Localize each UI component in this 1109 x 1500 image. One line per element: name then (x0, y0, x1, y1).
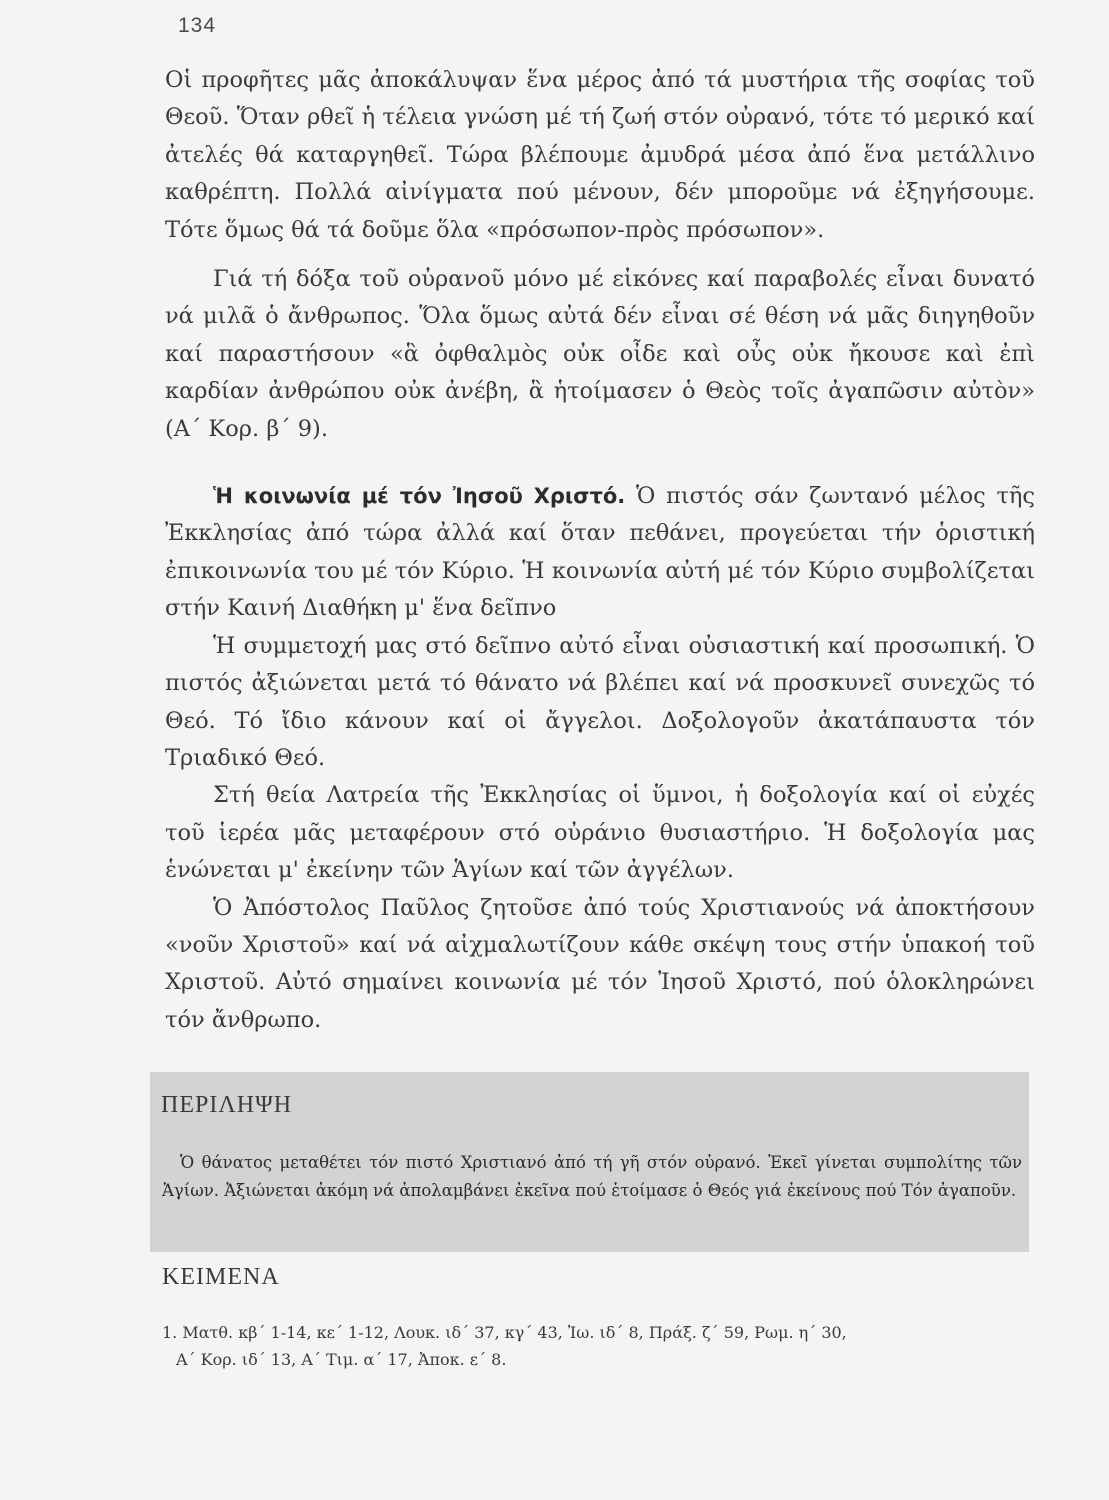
summary-text: Ὁ θάνατος μεταθέτει τόν πιστό Χριστιανό ἀπό τή γῆ στόν οὐρανό. Ἐκεῖ γίνεται συμπολίτης τῶν Ἁγίων. Ἀξιώνεται ἀκόμη νά ἀπολαμβάνει ἐκεῖνα πού ἑτοίμασε ὁ Θεός γιά ἐκείνους πού Τόν ἀγαποῦν. (162, 1153, 1022, 1200)
page-number: 134 (178, 14, 217, 37)
section-heading: Ἡ κοινωνία μέ τόν Ἰησοῦ Χριστό. (213, 484, 626, 509)
reference-line: 1. Ματθ. κβ΄ 1-14, κε΄ 1-12, Λουκ. ιδ΄ 37, κγ΄ 43, Ἰω. ιδ΄ 8, Πράξ. ζ΄ 59, Ρωμ. η΄ 30, (162, 1323, 847, 1342)
reference-line: Α΄ Κορ. ιδ΄ 13, Α΄ Τιμ. α΄ 17, Ἀποκ. ε΄ 8. (176, 1350, 507, 1369)
summary-box (150, 1072, 1029, 1252)
texts-title: ΚΕΙΜΕΝΑ (162, 1264, 280, 1290)
paragraph: Ἡ συμμετοχή μας στό δεῖπνο αὐτό εἶναι οὐσιαστική καί προσωπική. Ὁ πιστός ἀξιώνεται μετά τό θάνατο νά βλέπει καί νά προσκυνεῖ συνεχῶς τό Θεό. Τό ἴδιο κάνουν καί οἱ ἄγγελοι. Δοξολογοῦν ἀκατάπαυστα τόν Τριαδικό Θεό. (165, 632, 1035, 771)
section-paragraph (165, 478, 1035, 628)
paragraph: Στή θεία Λατρεία τῆς Ἐκκλησίας οἱ ὕμνοι, ἡ δοξολογία καί οἱ εὐχές τοῦ ἱερέα μᾶς μεταφέρουν στό οὐράνιο θυσιαστήριο. Ἡ δοξολογία μας ἑνώνεται μ' ἐκείνην τῶν Ἁγίων καί τῶν ἀγγέλων. (165, 782, 1035, 884)
paragraph: Ὁ Ἀπόστολος Παῦλος ζητοῦσε ἀπό τούς Χριστιανούς νά ἀποκτήσουν «νοῦν Χριστοῦ» καί νά αἰχμαλωτίζουν κάθε σκέψη τους στήν ὑπακοή τοῦ Χριστοῦ. Αὐτό σημαίνει κοινωνία μέ τόν Ἰησοῦ Χριστό, πού ὁλοκληρώνει τόν ἄνθρωπο. (165, 894, 1035, 1033)
references (162, 1319, 1032, 1373)
main-text (165, 62, 1035, 1039)
summary-title: ΠΕΡΙΛΗΨΗ (161, 1092, 293, 1118)
paragraph: Οἱ προφῆτες μᾶς ἀποκάλυψαν ἕνα μέρος ἀπό τά μυστήρια τῆς σοφίας τοῦ Θεοῦ. Ὅταν ρθεῖ ἡ τέλεια γνώση μέ τή ζωή στόν οὐρανό, τότε τό μερικό καί ἀτελές θά καταργηθεῖ. Τώρα βλέπουμε ἀμυδρά μέσα ἀπό ἕνα μετάλλινο καθρέπτη. Πολλά αἰνίγματα πού μένουν, δέν μποροῦμε νά ἐξηγήσουμε. Τότε ὅμως θά τά δοῦμε ὅλα «πρόσωπον-πρὸς πρόσωπον». (165, 67, 1035, 243)
paragraph-text: Ὁ πιστός σάν ζωντανό μέλος τῆς Ἐκκλησίας ἀπό τώρα ἀλλά καί ὅταν πεθάνει, προγεύεται τήν ὁριστική ἐπικοινωνία του μέ τόν Κύριο. Ἡ κοινωνία αὐτή μέ τόν Κύριο συμβολίζεται στήν Καινή Διαθήκη μ' ἕνα δεῖπνο (165, 483, 1035, 622)
paragraph: Γιά τή δόξα τοῦ οὐρανοῦ μόνο μέ εἰκόνες καί παραβολές εἶναι δυνατό νά μιλᾶ ὁ ἄνθρωπος. Ὅλα ὅμως αὐτά δέν εἶναι σέ θέση νά μᾶς διηγηθοῦν καί παραστήσουν «ἃ ὀφθαλμὸς οὐκ οἶδε καὶ οὖς οὐκ ἤκουσε καὶ ἐπὶ καρδίαν ἀνθρώπου οὐκ ἀνέβη, ἃ ἡτοίμασεν ὁ Θεὸς τοῖς ἀγαπῶσιν αὐτὸν» (Α΄ Κορ. β΄ 9). (165, 266, 1035, 442)
